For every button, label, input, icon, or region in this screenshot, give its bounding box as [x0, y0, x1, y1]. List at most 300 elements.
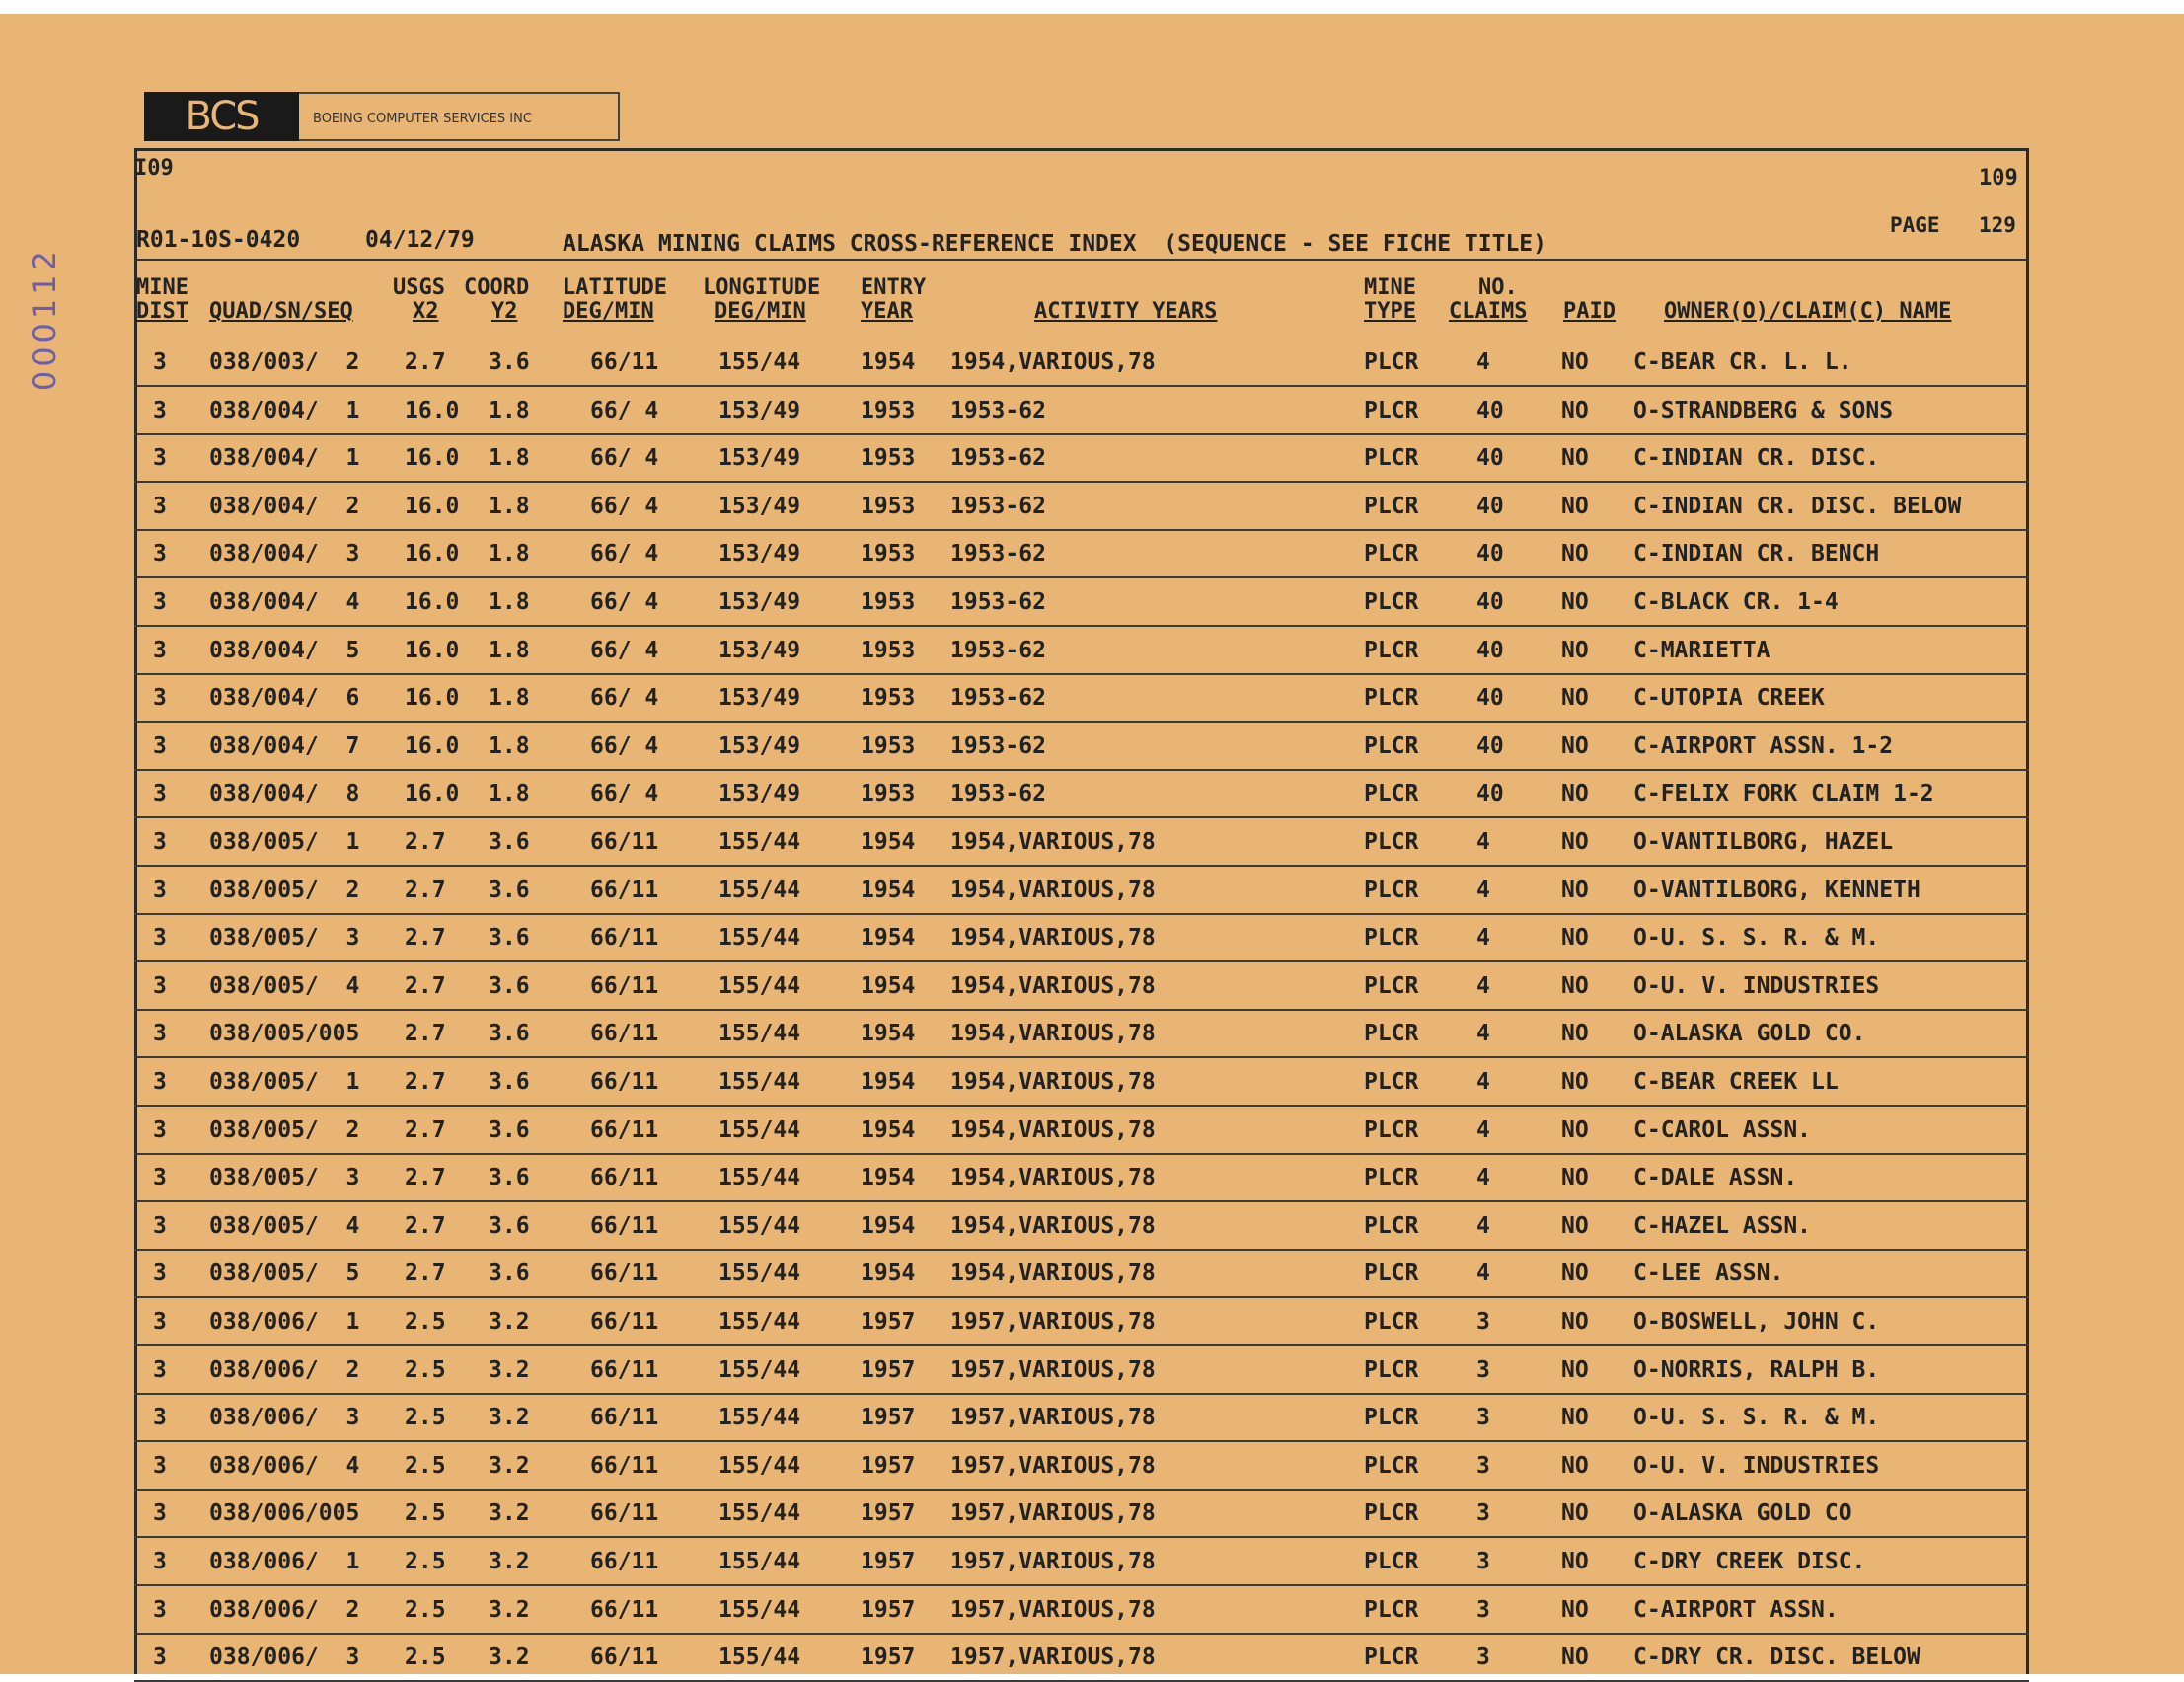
cell-latitude: 66/11	[590, 925, 659, 952]
cell-entry-year: 1953	[861, 781, 916, 807]
stamp-number: 000112	[26, 247, 63, 392]
cell-coord-x: 2.5	[405, 1549, 446, 1574]
cell-mine-dist: 3	[153, 925, 167, 952]
cell-coord-x: 16.0	[405, 637, 460, 663]
cell-entry-year: 1953	[861, 397, 916, 423]
cell-paid: NO	[1561, 1356, 1589, 1383]
cell-owner-claim-name: O-U. S. S. R. & M.	[1633, 1405, 1880, 1431]
table-row	[0, 1299, 2184, 1346]
cell-longitude: 153/49	[718, 637, 801, 663]
cell-owner-claim-name: C-UTOPIA CREEK	[1633, 685, 1825, 712]
cell-entry-year: 1957	[861, 1596, 916, 1623]
cell-quad-sn-seq: 038/004/ 7	[209, 732, 360, 759]
cell-longitude: 153/49	[718, 397, 801, 423]
page-number: 129	[1979, 213, 2016, 237]
cell-mine-type: PLCR	[1364, 349, 1419, 375]
table-row	[0, 1587, 2184, 1635]
cell-paid: NO	[1561, 972, 1589, 999]
cell-entry-year: 1953	[861, 637, 916, 663]
cell-activity-years: 1953-62	[950, 732, 1046, 759]
cell-entry-year: 1953	[861, 589, 916, 615]
cell-no-claims: 3	[1476, 1596, 1490, 1623]
cell-mine-type: PLCR	[1364, 1309, 1419, 1335]
cell-quad-sn-seq: 038/005/ 3	[209, 925, 360, 952]
cell-mine-dist: 3	[153, 1405, 167, 1431]
cell-paid: NO	[1561, 1261, 1589, 1287]
cell-mine-type: PLCR	[1364, 829, 1419, 855]
cell-mine-type: PLCR	[1364, 1596, 1419, 1623]
cell-paid: NO	[1561, 1405, 1589, 1431]
cell-quad-sn-seq: 038/003/ 2	[209, 349, 360, 375]
cell-no-claims: 4	[1476, 877, 1490, 903]
table-row	[0, 1108, 2184, 1155]
cell-longitude: 155/44	[718, 1356, 801, 1383]
cell-latitude: 66/11	[590, 1356, 659, 1383]
cell-activity-years: 1953-62	[950, 685, 1046, 712]
table-row	[0, 771, 2184, 818]
cell-activity-years: 1954,VARIOUS,78	[950, 349, 1156, 375]
cell-latitude: 66/11	[590, 1069, 659, 1095]
cell-coord-x: 16.0	[405, 781, 460, 807]
cell-latitude: 66/11	[590, 1452, 659, 1479]
header-quad: QUAD/SN/SEQ	[209, 299, 353, 324]
table-row	[0, 868, 2184, 915]
table-row	[0, 915, 2184, 962]
cell-quad-sn-seq: 038/005/ 2	[209, 1116, 360, 1143]
cell-mine-dist: 3	[153, 1021, 167, 1047]
cell-quad-sn-seq: 038/004/ 2	[209, 493, 360, 519]
cell-longitude: 153/49	[718, 685, 801, 712]
cell-mine-type: PLCR	[1364, 732, 1419, 759]
cell-coord-x: 16.0	[405, 589, 460, 615]
cell-coord-x: 2.7	[405, 1116, 446, 1143]
cell-latitude: 66/11	[590, 1309, 659, 1335]
cell-activity-years: 1957,VARIOUS,78	[950, 1452, 1156, 1479]
cell-no-claims: 4	[1476, 1165, 1490, 1191]
cell-mine-type: PLCR	[1364, 1021, 1419, 1047]
table-row	[0, 579, 2184, 627]
cell-coord-x: 2.7	[405, 877, 446, 903]
cell-longitude: 155/44	[718, 925, 801, 952]
cell-mine-type: PLCR	[1364, 1165, 1419, 1191]
cell-quad-sn-seq: 038/004/ 1	[209, 397, 360, 423]
cell-no-claims: 4	[1476, 1021, 1490, 1047]
cell-latitude: 66/ 4	[590, 781, 659, 807]
cell-no-claims: 4	[1476, 829, 1490, 855]
cell-coord-y: 3.6	[489, 1021, 530, 1047]
cell-mine-dist: 3	[153, 1069, 167, 1095]
cell-activity-years: 1957,VARIOUS,78	[950, 1596, 1156, 1623]
cell-longitude: 155/44	[718, 1069, 801, 1095]
cell-mine-dist: 3	[153, 829, 167, 855]
cell-coord-y: 1.8	[489, 589, 530, 615]
header-activity-years: ACTIVITY YEARS	[1034, 299, 1218, 324]
cell-no-claims: 3	[1476, 1452, 1490, 1479]
cell-mine-type: PLCR	[1364, 1116, 1419, 1143]
cell-activity-years: 1954,VARIOUS,78	[950, 877, 1156, 903]
cell-entry-year: 1954	[861, 1116, 916, 1143]
cell-coord-y: 1.8	[489, 397, 530, 423]
cell-mine-dist: 3	[153, 1165, 167, 1191]
cell-activity-years: 1957,VARIOUS,78	[950, 1644, 1156, 1671]
cell-entry-year: 1954	[861, 1212, 916, 1239]
cell-no-claims: 4	[1476, 1116, 1490, 1143]
cell-latitude: 66/ 4	[590, 732, 659, 759]
cell-owner-claim-name: C-BEAR CREEK LL	[1633, 1069, 1839, 1095]
cell-paid: NO	[1561, 1500, 1589, 1527]
cell-activity-years: 1953-62	[950, 589, 1046, 615]
table-row	[0, 1251, 2184, 1298]
cell-longitude: 155/44	[718, 1165, 801, 1191]
cell-coord-x: 16.0	[405, 541, 460, 568]
cell-no-claims: 3	[1476, 1309, 1490, 1335]
cell-paid: NO	[1561, 1549, 1589, 1574]
cell-mine-dist: 3	[153, 1500, 167, 1527]
cell-owner-claim-name: O-BOSWELL, JOHN C.	[1633, 1309, 1880, 1335]
cell-coord-y: 3.6	[489, 1116, 530, 1143]
header-entry-year: ENTRY YEAR	[861, 275, 927, 324]
cell-latitude: 66/11	[590, 972, 659, 999]
header-coord-x: USGS X2	[393, 275, 445, 324]
cell-no-claims: 40	[1476, 541, 1504, 568]
cell-mine-type: PLCR	[1364, 1549, 1419, 1574]
table-row	[0, 435, 2184, 483]
cell-owner-claim-name: C-INDIAN CR. DISC. BELOW	[1633, 493, 1962, 519]
cell-mine-dist: 3	[153, 349, 167, 375]
cell-coord-x: 2.7	[405, 1261, 446, 1287]
cell-longitude: 155/44	[718, 1452, 801, 1479]
cell-owner-claim-name: O-U. V. INDUSTRIES	[1633, 1452, 1880, 1479]
cell-activity-years: 1957,VARIOUS,78	[950, 1356, 1156, 1383]
cell-quad-sn-seq: 038/004/ 5	[209, 637, 360, 663]
cell-entry-year: 1954	[861, 877, 916, 903]
cell-activity-years: 1954,VARIOUS,78	[950, 1069, 1156, 1095]
cell-paid: NO	[1561, 1212, 1589, 1239]
cell-activity-years: 1957,VARIOUS,78	[950, 1500, 1156, 1527]
cell-coord-x: 2.7	[405, 1069, 446, 1095]
cell-owner-claim-name: C-AIRPORT ASSN.	[1633, 1596, 1839, 1623]
cell-quad-sn-seq: 038/006/005	[209, 1500, 360, 1527]
cell-mine-type: PLCR	[1364, 1212, 1419, 1239]
cell-paid: NO	[1561, 1116, 1589, 1143]
cell-owner-claim-name: O-VANTILBORG, KENNETH	[1633, 877, 1920, 903]
cell-coord-y: 3.6	[489, 1165, 530, 1191]
cell-quad-sn-seq: 038/004/ 1	[209, 445, 360, 472]
cell-entry-year: 1957	[861, 1309, 916, 1335]
cell-activity-years: 1957,VARIOUS,78	[950, 1549, 1156, 1574]
cell-owner-claim-name: C-DRY CREEK DISC.	[1633, 1549, 1866, 1574]
cell-owner-claim-name: C-DRY CR. DISC. BELOW	[1633, 1644, 1920, 1671]
cell-paid: NO	[1561, 1596, 1589, 1623]
cell-paid: NO	[1561, 1069, 1589, 1095]
cell-activity-years: 1954,VARIOUS,78	[950, 1021, 1156, 1047]
cell-longitude: 155/44	[718, 1644, 801, 1671]
cell-quad-sn-seq: 038/004/ 6	[209, 685, 360, 712]
cell-entry-year: 1957	[861, 1356, 916, 1383]
cell-activity-years: 1953-62	[950, 493, 1046, 519]
cell-latitude: 66/11	[590, 1596, 659, 1623]
cell-quad-sn-seq: 038/006/ 1	[209, 1549, 360, 1574]
cell-mine-type: PLCR	[1364, 877, 1419, 903]
title-rule	[134, 259, 2029, 261]
cell-paid: NO	[1561, 829, 1589, 855]
cell-coord-x: 2.7	[405, 925, 446, 952]
cell-activity-years: 1954,VARIOUS,78	[950, 1261, 1156, 1287]
cell-owner-claim-name: C-CAROL ASSN.	[1633, 1116, 1812, 1143]
cell-no-claims: 40	[1476, 397, 1504, 423]
report-date: 04/12/79	[365, 227, 475, 253]
cell-mine-dist: 3	[153, 1309, 167, 1335]
table-row	[0, 340, 2184, 387]
cell-coord-y: 1.8	[489, 781, 530, 807]
cell-quad-sn-seq: 038/006/ 3	[209, 1644, 360, 1671]
cell-owner-claim-name: O-ALASKA GOLD CO	[1633, 1500, 1852, 1527]
header-latitude: LATITUDE DEG/MIN	[563, 275, 667, 324]
cell-coord-x: 2.5	[405, 1644, 446, 1671]
cell-coord-x: 16.0	[405, 685, 460, 712]
cell-mine-dist: 3	[153, 1116, 167, 1143]
cell-longitude: 155/44	[718, 1549, 801, 1574]
table-row	[0, 388, 2184, 435]
cell-no-claims: 3	[1476, 1644, 1490, 1671]
page-label: PAGE	[1890, 213, 1940, 237]
table-row	[0, 1491, 2184, 1538]
cell-longitude: 153/49	[718, 732, 801, 759]
cell-coord-x: 2.7	[405, 972, 446, 999]
cell-entry-year: 1953	[861, 493, 916, 519]
cell-latitude: 66/ 4	[590, 397, 659, 423]
cell-owner-claim-name: C-LEE ASSN.	[1633, 1261, 1784, 1287]
cell-entry-year: 1954	[861, 1261, 916, 1287]
cell-paid: NO	[1561, 1309, 1589, 1335]
cell-no-claims: 40	[1476, 493, 1504, 519]
cell-entry-year: 1954	[861, 829, 916, 855]
cell-entry-year: 1954	[861, 1069, 916, 1095]
cell-latitude: 66/11	[590, 1261, 659, 1287]
cell-owner-claim-name: C-INDIAN CR. DISC.	[1633, 445, 1880, 472]
header-longitude: LONGITUDE DEG/MIN	[703, 275, 821, 324]
table-row	[0, 628, 2184, 675]
cell-owner-claim-name: C-INDIAN CR. BENCH	[1633, 541, 1880, 568]
cell-coord-x: 2.7	[405, 349, 446, 375]
cell-owner-claim-name: O-NORRIS, RALPH B.	[1633, 1356, 1880, 1383]
cell-no-claims: 4	[1476, 972, 1490, 999]
cell-entry-year: 1953	[861, 685, 916, 712]
cell-mine-dist: 3	[153, 685, 167, 712]
table-row	[0, 675, 2184, 723]
cell-mine-dist: 3	[153, 589, 167, 615]
cell-quad-sn-seq: 038/004/ 8	[209, 781, 360, 807]
report-title: ALASKA MINING CLAIMS CROSS-REFERENCE INDEX (SEQUENCE - SEE FICHE TITLE)	[563, 231, 1546, 257]
cell-coord-y: 3.2	[489, 1452, 530, 1479]
cell-latitude: 66/11	[590, 1405, 659, 1431]
cell-mine-type: PLCR	[1364, 493, 1419, 519]
cell-longitude: 155/44	[718, 1116, 801, 1143]
cell-no-claims: 3	[1476, 1356, 1490, 1383]
cell-latitude: 66/11	[590, 1212, 659, 1239]
cell-coord-y: 3.6	[489, 1069, 530, 1095]
cell-coord-y: 3.6	[489, 349, 530, 375]
cell-mine-dist: 3	[153, 397, 167, 423]
cell-paid: NO	[1561, 925, 1589, 952]
cell-coord-y: 3.2	[489, 1309, 530, 1335]
cell-latitude: 66/ 4	[590, 445, 659, 472]
cell-paid: NO	[1561, 877, 1589, 903]
cell-paid: NO	[1561, 349, 1589, 375]
cell-latitude: 66/11	[590, 1165, 659, 1191]
cell-latitude: 66/11	[590, 1500, 659, 1527]
bcs-logo: BCS	[144, 92, 299, 141]
cell-coord-y: 3.6	[489, 829, 530, 855]
cell-coord-x: 16.0	[405, 732, 460, 759]
cell-mine-dist: 3	[153, 1644, 167, 1671]
cell-mine-type: PLCR	[1364, 1405, 1419, 1431]
cell-paid: NO	[1561, 1165, 1589, 1191]
cell-coord-y: 3.6	[489, 925, 530, 952]
table-row	[0, 1059, 2184, 1107]
cell-quad-sn-seq: 038/005/ 5	[209, 1261, 360, 1287]
cell-quad-sn-seq: 038/004/ 3	[209, 541, 360, 568]
cell-paid: NO	[1561, 637, 1589, 663]
cell-quad-sn-seq: 038/006/ 2	[209, 1596, 360, 1623]
cell-coord-y: 1.8	[489, 637, 530, 663]
cell-entry-year: 1957	[861, 1644, 916, 1671]
cell-coord-y: 3.2	[489, 1405, 530, 1431]
cell-paid: NO	[1561, 445, 1589, 472]
cell-owner-claim-name: C-FELIX FORK CLAIM 1-2	[1633, 781, 1934, 807]
cell-no-claims: 40	[1476, 685, 1504, 712]
cell-mine-type: PLCR	[1364, 685, 1419, 712]
cell-longitude: 155/44	[718, 1021, 801, 1047]
header-owner-claim: OWNER(O)/CLAIM(C) NAME	[1664, 299, 1952, 324]
cell-activity-years: 1953-62	[950, 541, 1046, 568]
cell-owner-claim-name: C-BEAR CR. L. L.	[1633, 349, 1852, 375]
cell-coord-y: 1.8	[489, 685, 530, 712]
cell-mine-type: PLCR	[1364, 972, 1419, 999]
table-row	[0, 484, 2184, 531]
cell-owner-claim-name: O-STRANDBERG & SONS	[1633, 397, 1894, 423]
cell-mine-dist: 3	[153, 1452, 167, 1479]
cell-no-claims: 40	[1476, 637, 1504, 663]
cell-paid: NO	[1561, 541, 1589, 568]
cell-coord-y: 3.6	[489, 1261, 530, 1287]
cell-latitude: 66/ 4	[590, 685, 659, 712]
cell-coord-y: 3.6	[489, 972, 530, 999]
cell-paid: NO	[1561, 1021, 1589, 1047]
cell-mine-dist: 3	[153, 1212, 167, 1239]
cell-mine-dist: 3	[153, 541, 167, 568]
cell-mine-dist: 3	[153, 1549, 167, 1574]
cell-entry-year: 1957	[861, 1405, 916, 1431]
cell-no-claims: 4	[1476, 349, 1490, 375]
cell-coord-x: 2.7	[405, 1212, 446, 1239]
cell-paid: NO	[1561, 1452, 1589, 1479]
cell-no-claims: 3	[1476, 1500, 1490, 1527]
cell-mine-type: PLCR	[1364, 781, 1419, 807]
cell-coord-x: 2.5	[405, 1596, 446, 1623]
cell-owner-claim-name: C-HAZEL ASSN.	[1633, 1212, 1812, 1239]
cell-coord-y: 1.8	[489, 732, 530, 759]
cell-coord-y: 1.8	[489, 493, 530, 519]
cell-longitude: 153/49	[718, 445, 801, 472]
cell-latitude: 66/ 4	[590, 541, 659, 568]
cell-owner-claim-name: C-AIRPORT ASSN. 1-2	[1633, 732, 1894, 759]
cell-longitude: 155/44	[718, 1405, 801, 1431]
cell-coord-x: 2.7	[405, 829, 446, 855]
cell-mine-dist: 3	[153, 732, 167, 759]
report-code-left: I09	[134, 156, 174, 181]
cell-activity-years: 1953-62	[950, 397, 1046, 423]
table-row	[0, 1011, 2184, 1058]
cell-mine-dist: 3	[153, 637, 167, 663]
cell-longitude: 155/44	[718, 1212, 801, 1239]
cell-latitude: 66/ 4	[590, 589, 659, 615]
cell-no-claims: 3	[1476, 1405, 1490, 1431]
cell-coord-x: 2.7	[405, 1021, 446, 1047]
cell-mine-type: PLCR	[1364, 1644, 1419, 1671]
company-brand	[144, 92, 620, 141]
cell-no-claims: 40	[1476, 781, 1504, 807]
cell-no-claims: 3	[1476, 1549, 1490, 1574]
cell-paid: NO	[1561, 589, 1589, 615]
cell-mine-dist: 3	[153, 972, 167, 999]
cell-coord-x: 2.5	[405, 1500, 446, 1527]
header-paid: PAID	[1563, 299, 1616, 324]
cell-owner-claim-name: O-ALASKA GOLD CO.	[1633, 1021, 1866, 1047]
cell-no-claims: 40	[1476, 445, 1504, 472]
cell-mine-type: PLCR	[1364, 541, 1419, 568]
cell-latitude: 66/11	[590, 349, 659, 375]
cell-quad-sn-seq: 038/005/ 1	[209, 829, 360, 855]
header-no-claims: NO. CLAIMS	[1449, 275, 1528, 324]
cell-coord-y: 3.6	[489, 1212, 530, 1239]
cell-mine-type: PLCR	[1364, 1500, 1419, 1527]
cell-mine-type: PLCR	[1364, 1356, 1419, 1383]
cell-activity-years: 1954,VARIOUS,78	[950, 1165, 1156, 1191]
cell-coord-x: 16.0	[405, 493, 460, 519]
cell-paid: NO	[1561, 781, 1589, 807]
table-row	[0, 1203, 2184, 1251]
table-row	[0, 1395, 2184, 1442]
cell-mine-dist: 3	[153, 781, 167, 807]
cell-quad-sn-seq: 038/005/005	[209, 1021, 360, 1047]
cell-entry-year: 1957	[861, 1452, 916, 1479]
cell-activity-years: 1954,VARIOUS,78	[950, 829, 1156, 855]
cell-no-claims: 40	[1476, 732, 1504, 759]
cell-latitude: 66/11	[590, 1549, 659, 1574]
cell-coord-x: 16.0	[405, 445, 460, 472]
table-row	[0, 1347, 2184, 1395]
cell-paid: NO	[1561, 732, 1589, 759]
cell-quad-sn-seq: 038/006/ 2	[209, 1356, 360, 1383]
header-mine-dist: MINE DIST	[136, 275, 188, 324]
cell-paid: NO	[1561, 493, 1589, 519]
header-coord-y: COORD Y2	[464, 275, 530, 324]
cell-no-claims: 4	[1476, 1212, 1490, 1239]
cell-paid: NO	[1561, 1644, 1589, 1671]
cell-owner-claim-name: O-U. V. INDUSTRIES	[1633, 972, 1880, 999]
cell-longitude: 155/44	[718, 877, 801, 903]
cell-quad-sn-seq: 038/006/ 1	[209, 1309, 360, 1335]
cell-paid: NO	[1561, 685, 1589, 712]
cell-mine-type: PLCR	[1364, 445, 1419, 472]
cell-no-claims: 4	[1476, 925, 1490, 952]
cell-quad-sn-seq: 038/005/ 3	[209, 1165, 360, 1191]
cell-entry-year: 1954	[861, 349, 916, 375]
cell-paid: NO	[1561, 397, 1589, 423]
cell-coord-x: 2.7	[405, 1165, 446, 1191]
header-mine-type: MINE TYPE	[1364, 275, 1416, 324]
